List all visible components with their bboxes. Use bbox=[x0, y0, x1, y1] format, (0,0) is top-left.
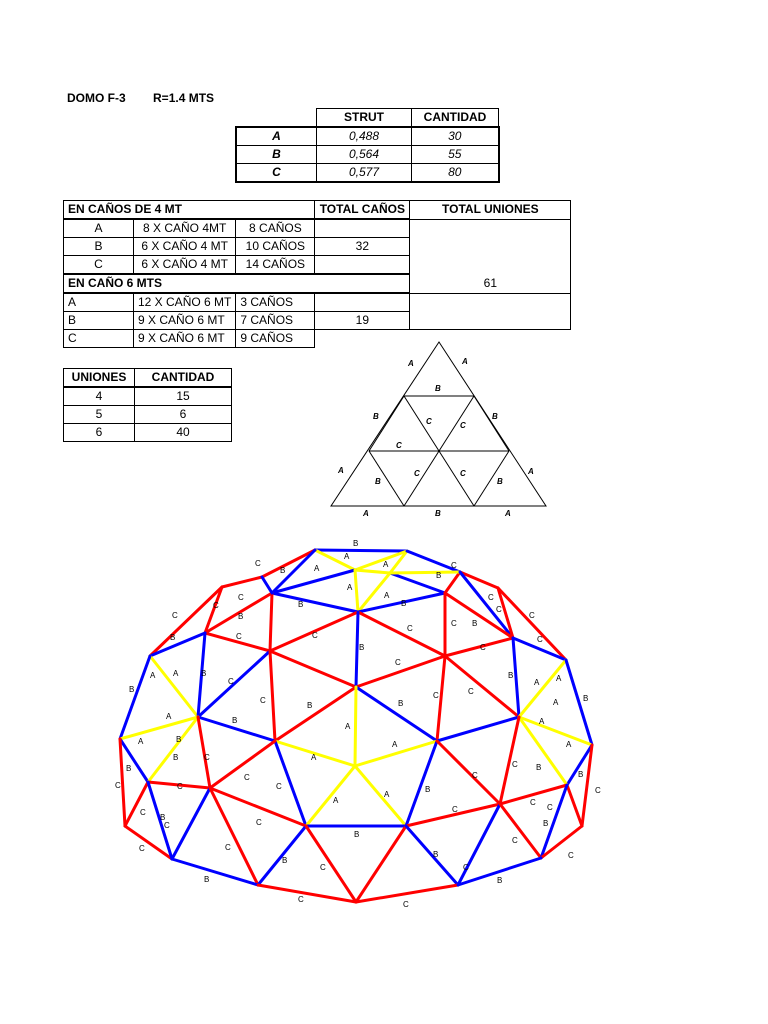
dome-strut-label: B bbox=[398, 699, 404, 708]
dome-strut-label: B bbox=[353, 539, 359, 548]
dome-strut-label: C bbox=[177, 782, 183, 791]
dome-strut-c bbox=[582, 745, 592, 826]
dome-strut-a bbox=[275, 741, 355, 766]
dome-strut-label: B bbox=[433, 850, 439, 859]
dome-strut-a bbox=[355, 551, 407, 570]
section-4mt-title: EN CAÑOS DE 4 MT bbox=[64, 201, 315, 220]
cano-count: 9 CAÑOS bbox=[236, 330, 315, 348]
dome-strut-label: C bbox=[228, 677, 234, 686]
dome-strut-label: C bbox=[395, 658, 401, 667]
total-uniones-header: TOTAL UNIONES bbox=[410, 201, 571, 220]
dome-strut-label: B bbox=[307, 701, 313, 710]
tri-label: B bbox=[492, 412, 498, 421]
dome-strut-label: A bbox=[553, 698, 559, 707]
uniones-table bbox=[63, 368, 232, 442]
dome-strut-c bbox=[567, 785, 582, 826]
tri-label: A bbox=[505, 509, 511, 518]
dome-strut-b bbox=[567, 745, 592, 785]
strut-name: B bbox=[64, 312, 134, 330]
tri-label: B bbox=[497, 477, 503, 486]
canos-table bbox=[63, 200, 571, 348]
dome-strut-b bbox=[150, 633, 205, 656]
dome-strut-b bbox=[315, 550, 407, 551]
table-row bbox=[64, 330, 571, 348]
dome-strut-label: B bbox=[583, 694, 589, 703]
dome-strut-label: B bbox=[201, 669, 207, 678]
dome-strut-label: C bbox=[463, 863, 469, 872]
dome-strut-b bbox=[272, 570, 355, 593]
dome-strut-label: A bbox=[166, 712, 172, 721]
dome-strut-a bbox=[390, 551, 407, 573]
union-qty: 15 bbox=[135, 387, 232, 406]
dome-strut-label: C bbox=[568, 851, 574, 860]
cantidad-header: CANTIDAD bbox=[135, 369, 232, 388]
table-row bbox=[236, 146, 499, 164]
dome-strut-b bbox=[566, 660, 592, 745]
strut-name: C bbox=[64, 330, 134, 348]
dome-strut-label: B bbox=[282, 856, 288, 865]
dome-strut-c bbox=[498, 588, 566, 660]
strut-length: 0,488 bbox=[317, 127, 412, 146]
dome-strut-label: C bbox=[312, 631, 318, 640]
dome-strut-c bbox=[356, 656, 445, 687]
dome-strut-label: B bbox=[160, 813, 166, 822]
dome-strut-c bbox=[270, 651, 275, 741]
dome-strut-label: C bbox=[468, 687, 474, 696]
dome-strut-b bbox=[513, 638, 566, 660]
dome-strut-label: B bbox=[298, 600, 304, 609]
dome-strut-label: B bbox=[173, 753, 179, 762]
dome-strut-c bbox=[437, 741, 500, 804]
dome-strut-label: C bbox=[530, 798, 536, 807]
dome-strut-c bbox=[205, 593, 272, 633]
uniones-header: UNIONES bbox=[64, 369, 135, 388]
union-type: 5 bbox=[64, 406, 135, 424]
dome-strut-c bbox=[270, 593, 272, 651]
dome-radius: R=1.4 MTS bbox=[153, 91, 215, 105]
dome-strut-c bbox=[210, 788, 306, 826]
dome-strut-c bbox=[498, 588, 513, 638]
dome-strut-b bbox=[406, 741, 437, 826]
dome-strut-label: C bbox=[320, 863, 326, 872]
strut-name: C bbox=[236, 164, 317, 183]
dome-strut-label: C bbox=[115, 781, 121, 790]
cano-count: 14 CAÑOS bbox=[236, 256, 315, 275]
tri-label: A bbox=[408, 359, 414, 368]
dome-strut-b bbox=[172, 859, 258, 885]
dome-strut-label: C bbox=[236, 632, 242, 641]
dome-strut-c bbox=[150, 587, 222, 656]
dome-strut-c bbox=[445, 593, 513, 638]
tri-label: C bbox=[460, 421, 466, 430]
tri-label: C bbox=[426, 417, 432, 426]
dome-strut-c bbox=[148, 782, 210, 788]
dome-strut-c bbox=[205, 587, 222, 633]
dome-strut-label: C bbox=[164, 821, 170, 830]
dome-strut-label: B bbox=[536, 763, 542, 772]
cut-spec: 9 X CAÑO 6 MT bbox=[134, 312, 236, 330]
dome-strut-label: B bbox=[497, 876, 503, 885]
dome-strut-c bbox=[198, 717, 210, 788]
cut-spec: 6 X CAÑO 4 MT bbox=[134, 238, 236, 256]
tri-label: C bbox=[396, 441, 402, 450]
dome-strut-c bbox=[125, 826, 172, 859]
dome-strut-c bbox=[270, 612, 358, 651]
union-qty: 6 bbox=[135, 406, 232, 424]
tri-label: C bbox=[460, 469, 466, 478]
tri-label: B bbox=[373, 412, 379, 421]
tri-label: B bbox=[435, 384, 441, 393]
dome-strut-label: A bbox=[539, 717, 545, 726]
dome-strut-c bbox=[358, 612, 445, 656]
cano-count: 3 CAÑOS bbox=[236, 293, 315, 312]
dome-strut-label: C bbox=[407, 624, 413, 633]
dome-strut-label: C bbox=[204, 753, 210, 762]
tri-label: A bbox=[363, 509, 369, 518]
dome-strut-c bbox=[120, 739, 125, 826]
total-uniones-value: 61 bbox=[410, 274, 571, 293]
strut-qty: 55 bbox=[412, 146, 499, 164]
dome-strut-label: C bbox=[276, 782, 282, 791]
dome-strut-c bbox=[262, 550, 315, 577]
dome-strut-b bbox=[262, 577, 272, 593]
dome-strut-label: A bbox=[345, 722, 351, 731]
dome-strut-a bbox=[519, 660, 566, 717]
dome-strut-a bbox=[355, 570, 390, 573]
dome-strut-label: B bbox=[578, 770, 584, 779]
dome-strut-c bbox=[125, 782, 148, 826]
dome-strut-label: A bbox=[392, 740, 398, 749]
strut-name: C bbox=[64, 256, 134, 275]
dome-strut-a bbox=[355, 741, 437, 766]
dome-strut-label: A bbox=[534, 678, 540, 687]
strut-qty: 30 bbox=[412, 127, 499, 146]
dome-strut-label: A bbox=[138, 737, 144, 746]
table-row bbox=[64, 424, 232, 442]
total-canos-4mt: 32 bbox=[315, 238, 410, 256]
dome-strut-label: C bbox=[537, 635, 543, 644]
dome-strut-b bbox=[120, 656, 150, 739]
dome-strut-label: C bbox=[452, 805, 458, 814]
dome-strut-c bbox=[500, 717, 519, 804]
dome-strut-c bbox=[356, 885, 458, 902]
dome-strut-b bbox=[198, 717, 275, 741]
dome-strut-b bbox=[458, 858, 541, 885]
union-type: 6 bbox=[64, 424, 135, 442]
tri-label: B bbox=[375, 477, 381, 486]
dome-strut-c bbox=[222, 577, 262, 587]
union-qty: 40 bbox=[135, 424, 232, 442]
dome-strut-b bbox=[513, 638, 519, 717]
strut-name: B bbox=[236, 146, 317, 164]
dome-strut-label: A bbox=[333, 796, 339, 805]
dome-strut-b bbox=[460, 572, 513, 638]
dome-strut-label: A bbox=[384, 591, 390, 600]
dome-strut-label: C bbox=[238, 593, 244, 602]
dome-strut-c bbox=[275, 687, 356, 741]
dome-strut-c bbox=[445, 572, 460, 593]
dome-strut-a bbox=[148, 717, 198, 782]
dome-strut-a bbox=[306, 766, 355, 826]
dome-strut-c bbox=[445, 638, 513, 656]
dome-strut-label: A bbox=[344, 552, 350, 561]
dome-strut-label: A bbox=[566, 740, 572, 749]
total-canos-6mt: 19 bbox=[315, 312, 410, 330]
dome-strut-b bbox=[120, 739, 148, 782]
strut-length: 0,577 bbox=[317, 164, 412, 183]
dome-strut-b bbox=[198, 651, 270, 717]
strut-name: A bbox=[236, 127, 317, 146]
dome-strut-c bbox=[460, 572, 498, 588]
dome-strut-label: C bbox=[256, 818, 262, 827]
dome-strut-label: B bbox=[359, 643, 365, 652]
dome-strut-label: C bbox=[403, 900, 409, 909]
dome-strut-label: B bbox=[170, 633, 176, 642]
tri-label: B bbox=[435, 509, 441, 518]
dome-title: DOMO F-3 bbox=[67, 91, 126, 105]
dome-strut-label: C bbox=[512, 836, 518, 845]
dome-strut-a bbox=[315, 550, 355, 570]
dome-strut-label: B bbox=[508, 671, 514, 680]
cut-spec: 8 X CAÑO 4MT bbox=[134, 219, 236, 238]
dome-strut-label: B bbox=[543, 819, 549, 828]
cano-count: 10 CAÑOS bbox=[236, 238, 315, 256]
dome-strut-a bbox=[120, 717, 198, 739]
dome-strut-b bbox=[275, 741, 306, 826]
dome-strut-b bbox=[437, 717, 519, 741]
dome-strut-label: C bbox=[260, 696, 266, 705]
dome-strut-label: A bbox=[384, 790, 390, 799]
dome-strut-label: B bbox=[401, 599, 407, 608]
dome-strut-label: C bbox=[480, 643, 486, 652]
dome-strut-b bbox=[358, 593, 445, 612]
dome-strut-label: C bbox=[512, 760, 518, 769]
dome-strut-c bbox=[210, 788, 258, 885]
cut-spec: 9 X CAÑO 6 MT bbox=[134, 330, 236, 348]
dome-strut-b bbox=[272, 593, 358, 612]
dome-strut-c bbox=[406, 804, 500, 826]
dome-strut-c bbox=[500, 804, 541, 858]
section-6mt-title: EN CAÑO 6 MTS bbox=[64, 274, 410, 293]
tri-label: A bbox=[528, 467, 534, 476]
strut-name: A bbox=[64, 293, 134, 312]
dome-strut-c bbox=[437, 656, 445, 741]
dome-strut-label: C bbox=[172, 611, 178, 620]
dome-strut-label: B bbox=[204, 875, 210, 884]
dome-strut-label: A bbox=[347, 583, 353, 592]
dome-strut-label: B bbox=[129, 685, 135, 694]
dome-strut-label: A bbox=[311, 753, 317, 762]
table-row bbox=[236, 164, 499, 183]
dome-strut-b bbox=[458, 804, 503, 885]
strut-header: STRUT bbox=[317, 109, 412, 128]
dome-strut-b bbox=[407, 551, 460, 572]
dome-strut-label: C bbox=[547, 803, 553, 812]
dome-strut-b bbox=[356, 687, 437, 741]
strut-table bbox=[235, 108, 500, 183]
strut-name: B bbox=[64, 238, 134, 256]
dome-strut-b bbox=[356, 612, 358, 687]
dome-strut-label: B bbox=[238, 612, 244, 621]
dome-strut-b bbox=[172, 788, 210, 859]
dome-strut-c bbox=[445, 656, 519, 717]
dome-strut-label: C bbox=[433, 691, 439, 700]
dome-strut-c bbox=[210, 741, 275, 788]
dome-strut-label: B bbox=[472, 619, 478, 628]
dome-strut-label: C bbox=[451, 619, 457, 628]
dome-strut-label: B bbox=[126, 764, 132, 773]
dome-strut-b bbox=[148, 782, 172, 859]
dome-strut-label: B bbox=[176, 735, 182, 744]
dome-strut-b bbox=[406, 826, 458, 885]
dome-strut-a bbox=[519, 717, 592, 745]
dome-strut-b bbox=[272, 550, 315, 593]
dome-strut-label: A bbox=[173, 669, 179, 678]
dome-strut-a bbox=[355, 687, 356, 766]
dome-strut-a bbox=[390, 572, 460, 573]
cano-count: 7 CAÑOS bbox=[236, 312, 315, 330]
cantidad-header: CANTIDAD bbox=[412, 109, 499, 128]
tri-label: A bbox=[338, 466, 344, 475]
dome-strut-label: C bbox=[451, 561, 457, 570]
table-row bbox=[64, 387, 232, 406]
page-title bbox=[67, 91, 238, 105]
dome-strut-label: C bbox=[244, 773, 250, 782]
union-type: 4 bbox=[64, 387, 135, 406]
cut-spec: 6 X CAÑO 4 MT bbox=[134, 256, 236, 275]
dome-strut-label: C bbox=[139, 844, 145, 853]
dome-strut-b bbox=[390, 573, 445, 593]
dome-strut-a bbox=[355, 570, 358, 612]
strut-length: 0,564 bbox=[317, 146, 412, 164]
dome-strut-label: A bbox=[383, 560, 389, 569]
tri-label: A bbox=[462, 357, 468, 366]
dome-strut-label: A bbox=[150, 671, 156, 680]
table-row bbox=[64, 219, 571, 238]
dome-strut-label: C bbox=[213, 601, 219, 610]
dome-strut-label: C bbox=[496, 605, 502, 614]
dome-strut-a bbox=[519, 717, 567, 785]
dome-strut-a bbox=[355, 766, 406, 826]
dome-strut-c bbox=[270, 651, 356, 687]
dome-strut-label: B bbox=[436, 571, 442, 580]
tri-label: C bbox=[414, 469, 420, 478]
cut-spec: 12 X CAÑO 6 MT bbox=[134, 293, 236, 312]
dome-strut-label: B bbox=[354, 830, 360, 839]
table-row bbox=[64, 293, 571, 312]
dome-strut-label: C bbox=[488, 593, 494, 602]
cano-count: 8 CAÑOS bbox=[236, 219, 315, 238]
dome-strut-label: C bbox=[255, 559, 261, 568]
dome-strut-label: A bbox=[314, 564, 320, 573]
dome-strut-b bbox=[258, 826, 306, 885]
dome-strut-label: C bbox=[472, 771, 478, 780]
dome-strut-label: B bbox=[232, 716, 238, 725]
strut-name: A bbox=[64, 219, 134, 238]
dome-strut-c bbox=[356, 826, 406, 902]
dome-strut-b bbox=[541, 785, 567, 858]
dome-strut-label: C bbox=[298, 895, 304, 904]
total-canos-header: TOTAL CAÑOS bbox=[315, 201, 410, 220]
dome-strut-a bbox=[150, 656, 198, 717]
table-row bbox=[236, 127, 499, 146]
dome-strut-label: B bbox=[280, 566, 286, 575]
dome-strut-label: C bbox=[225, 843, 231, 852]
dome-strut-c bbox=[258, 885, 356, 902]
dome-strut-b bbox=[198, 633, 205, 717]
dome-strut-label: B bbox=[425, 785, 431, 794]
dome-strut-label: C bbox=[529, 611, 535, 620]
strut-qty: 80 bbox=[412, 164, 499, 183]
dome-strut-label: C bbox=[140, 808, 146, 817]
dome-strut-c bbox=[205, 633, 270, 651]
dome-strut-label: C bbox=[595, 786, 601, 795]
dome-strut-c bbox=[500, 785, 567, 804]
dome-strut-c bbox=[306, 826, 356, 902]
dome-strut-label: A bbox=[556, 674, 562, 683]
table-row bbox=[64, 406, 232, 424]
dome-strut-a bbox=[358, 573, 390, 612]
dome-strut-c bbox=[541, 826, 582, 858]
